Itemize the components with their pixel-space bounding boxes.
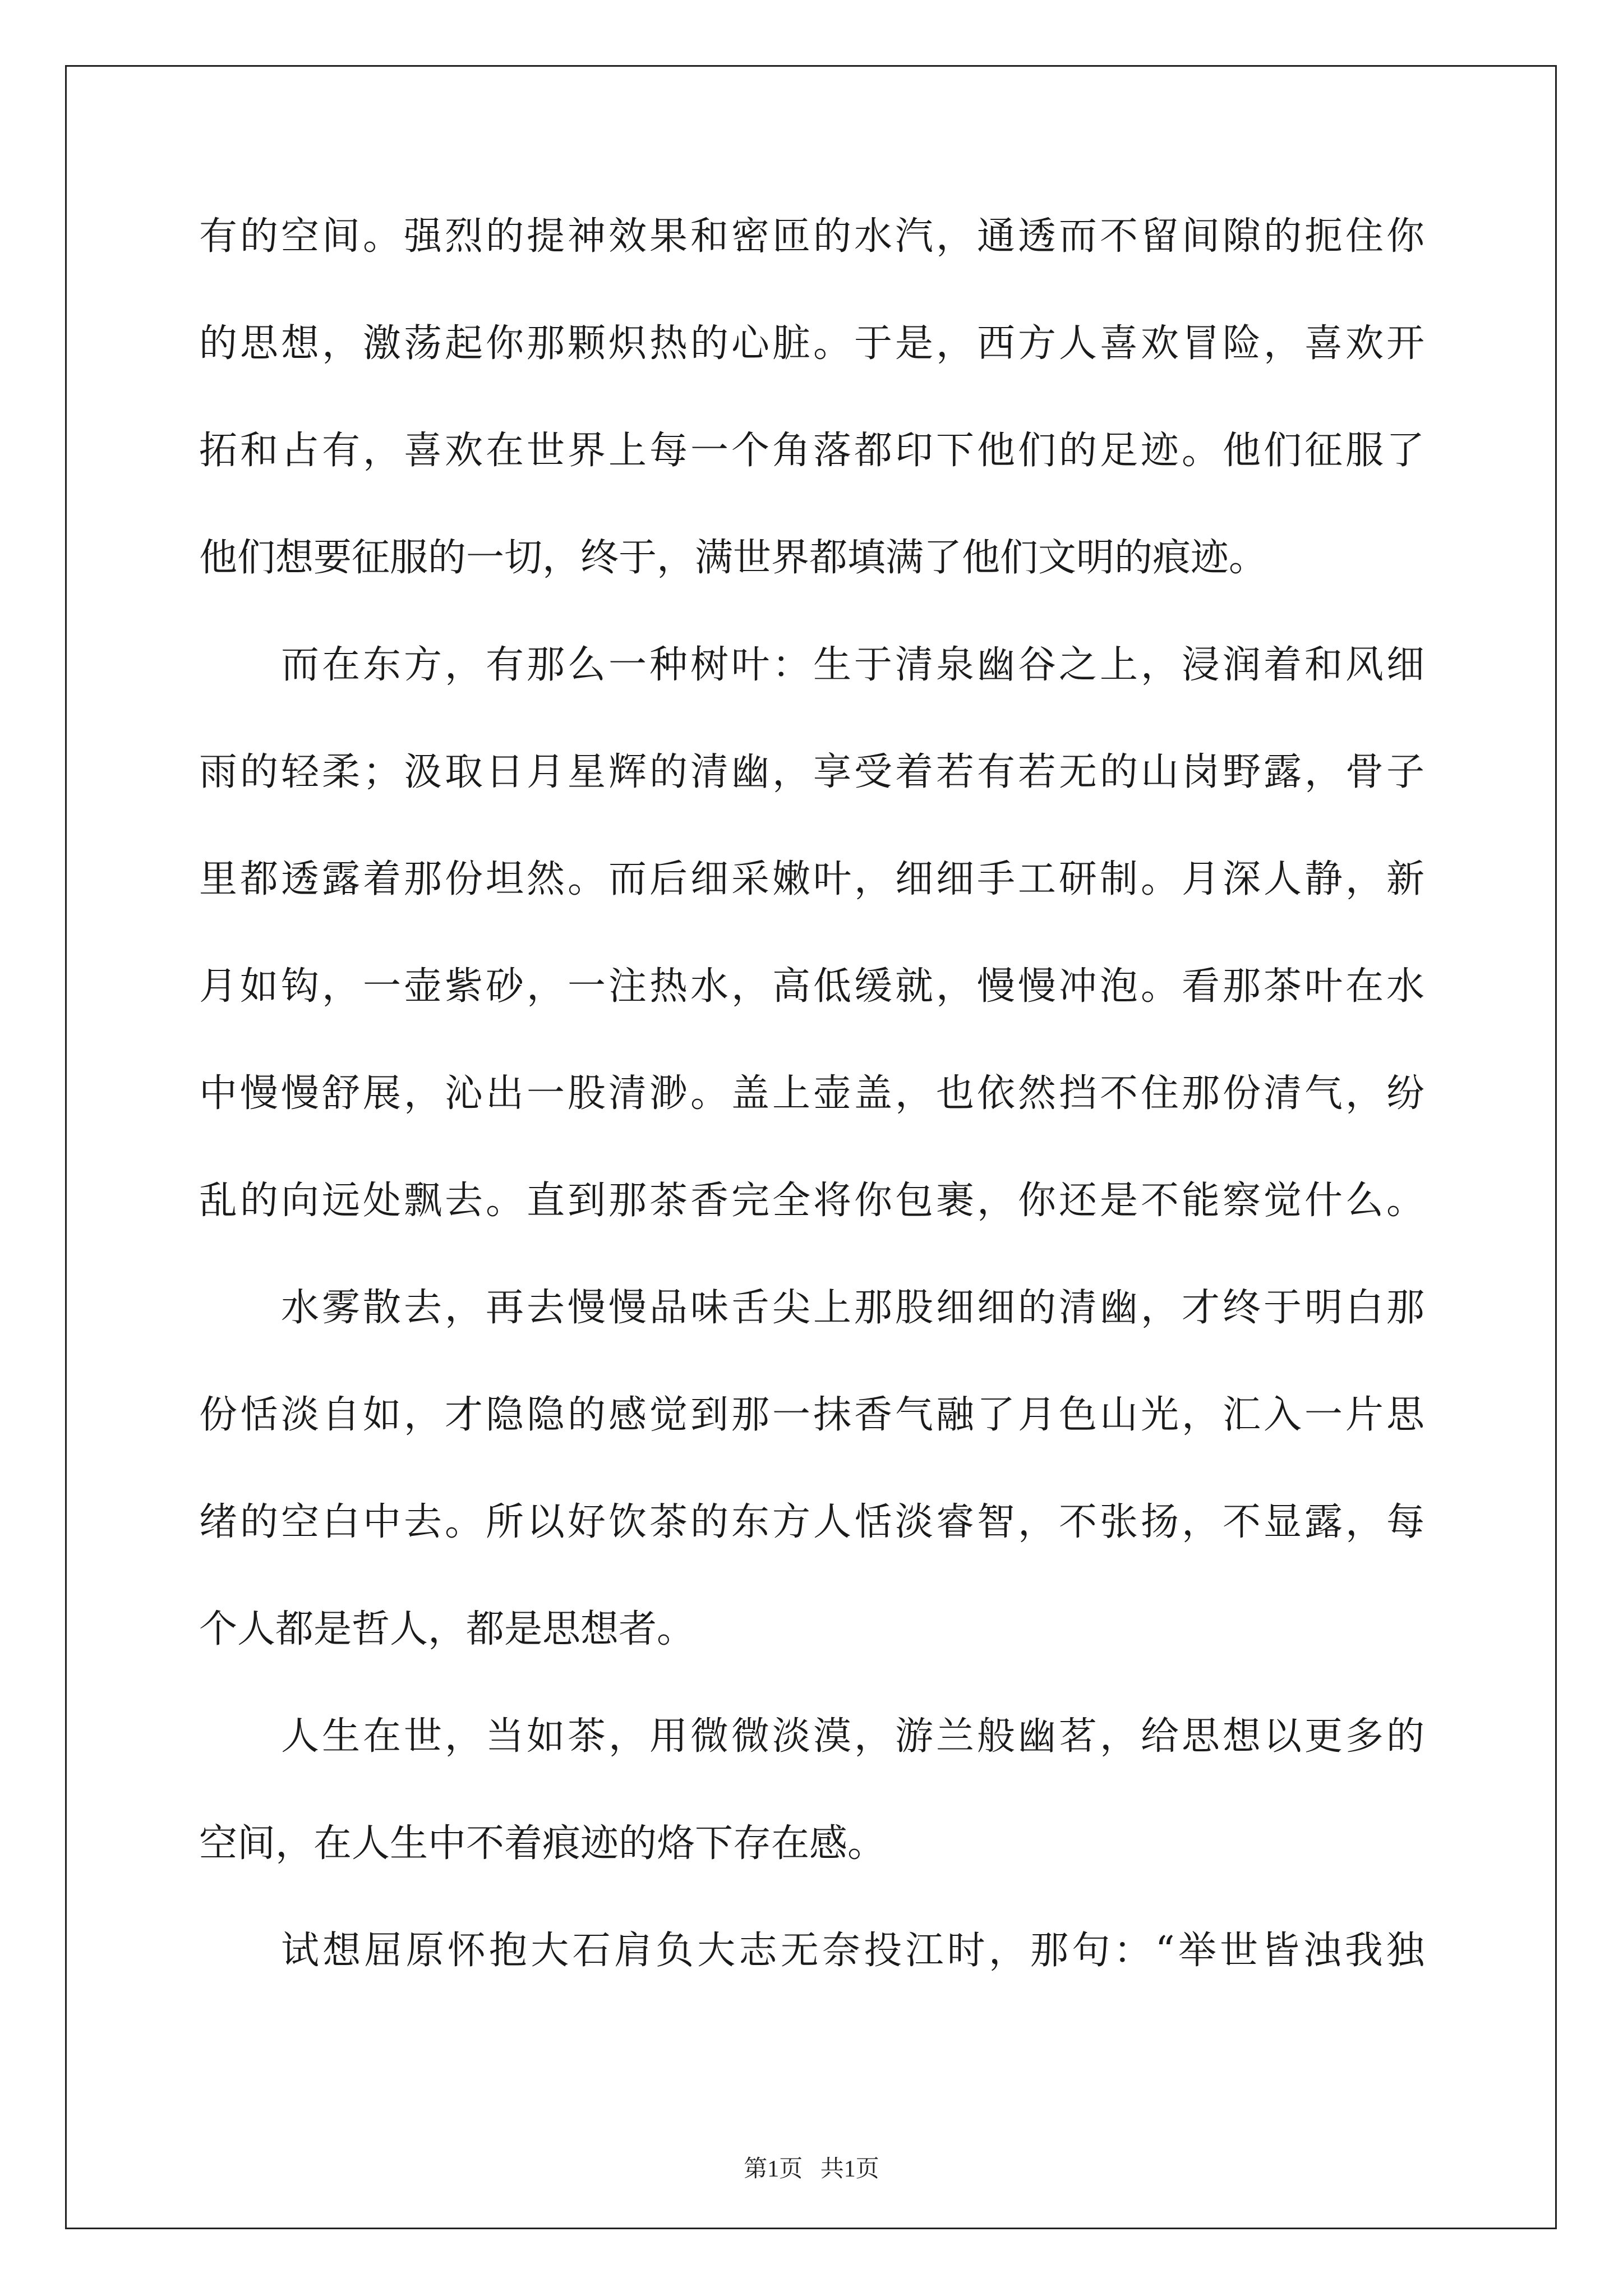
- text-line: 水雾散去，再去慢慢品味舌尖上那股细细的清幽，才终于明白那: [281, 1286, 1424, 1330]
- text-line: 雨的轻柔；汲取日月星辉的清幽，享受着若有若无的山岗野露，骨子: [199, 750, 1424, 794]
- page-number-footer: 第1页 共1页: [744, 2156, 879, 2182]
- text-line: 绪的空白中去。所以好饮茶的东方人恬淡睿智，不张扬，不显露，每: [199, 1500, 1424, 1544]
- text-line: 中慢慢舒展，沁出一股清渺。盖上壶盖，也依然挡不住那份清气，纷: [199, 1071, 1424, 1116]
- text-line: 份恬淡自如，才隐隐的感觉到那一抹香气融了月色山光，汇入一片思: [199, 1393, 1424, 1437]
- text-line: 他们想要征服的一切，终于，满世界都填满了他们文明的痕迹。: [199, 536, 1267, 580]
- text-line: 里都透露着那份坦然。而后细采嫩叶，细细手工研制。月深人静，新: [199, 857, 1424, 901]
- text-line: 的思想，激荡起你那颗炽热的心脏。于是，西方人喜欢冒险，喜欢开: [199, 321, 1424, 366]
- text-line: 拓和占有，喜欢在世界上每一个角落都印下他们的足迹。他们征服了: [199, 429, 1424, 473]
- text-line: 有的空间。强烈的提神效果和密匝的水汽，通透而不留间隙的扼住你: [199, 214, 1424, 259]
- text-line: 试想屈原怀抱大石肩负大志无奈投江时，那句：“举世皆浊我独: [281, 1929, 1424, 1973]
- text-line: 月如钩，一壶紫砂，一注热水，高低缓就，慢慢冲泡。看那茶叶在水: [199, 964, 1424, 1009]
- text-line: 乱的向远处飘去。直到那茶香完全将你包裹，你还是不能察觉什么。: [199, 1179, 1424, 1223]
- text-line: 个人都是哲人，都是思想者。: [199, 1607, 695, 1651]
- text-line: 空间，在人生中不着痕迹的烙下存在感。: [199, 1821, 886, 1866]
- document-body: [199, 209, 1424, 2030]
- text-line: 而在东方，有那么一种树叶：生于清泉幽谷之上，浸润着和风细: [281, 643, 1424, 687]
- text-line: 人生在世，当如茶，用微微淡漠，游兰般幽茗，给思想以更多的: [281, 1714, 1424, 1759]
